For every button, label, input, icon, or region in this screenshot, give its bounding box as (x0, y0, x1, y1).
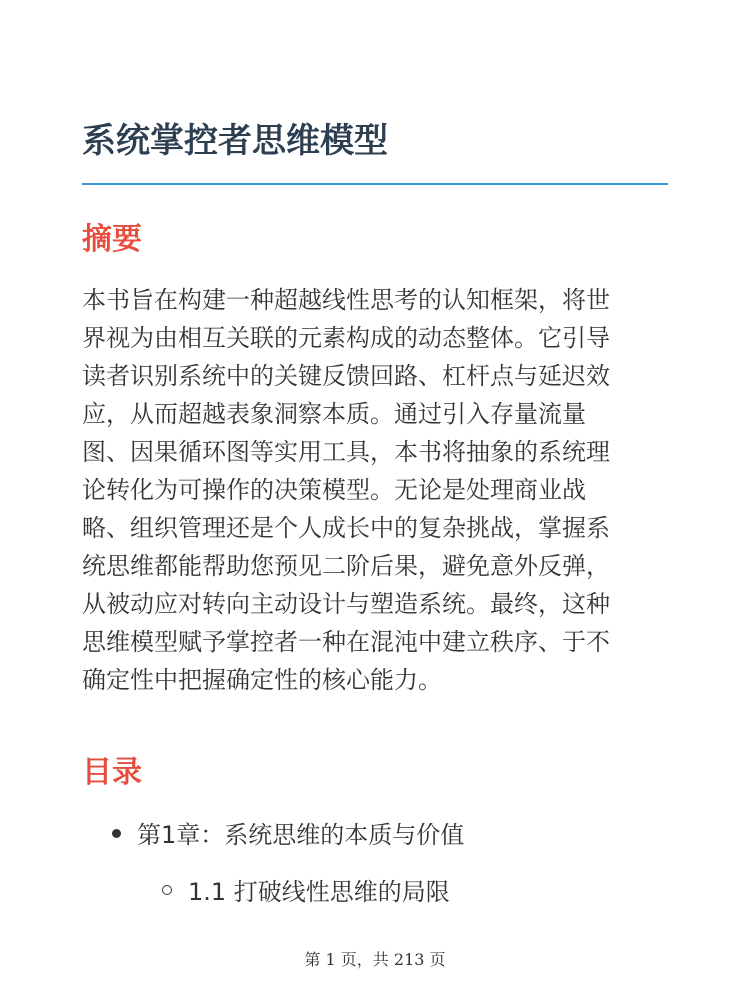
document-title: 系统掌控者思维模型 (82, 121, 388, 161)
abstract-line: 论转化为可操作的决策模型。无论是处理商业战 (82, 476, 586, 504)
abstract-line: 图、因果循环图等实用工具，本书将抽象的系统理 (82, 438, 610, 466)
toc-heading: 目录 (82, 755, 142, 790)
abstract-line: 略、组织管理还是个人成长中的复杂挑战，掌握系 (82, 514, 610, 542)
bullet-circle-icon (162, 885, 172, 895)
toc-item-label: 第1章：系统思维的本质与价值 (137, 821, 465, 849)
abstract-line: 读者识别系统中的关键反馈回路、杠杆点与延迟效 (82, 362, 610, 390)
abstract-line: 本书旨在构建一种超越线性思考的认知框架，将世 (82, 286, 610, 314)
abstract-line: 应，从而超越表象洞察本质。通过引入存量流量 (82, 400, 586, 428)
page-number-footer: 第 1 页，共 213 页 (304, 950, 446, 969)
bullet-disc-icon (112, 829, 121, 838)
abstract-line: 确定性中把握确定性的核心能力。 (82, 666, 442, 694)
abstract-line: 思维模型赋予掌控者一种在混沌中建立秩序、于不 (82, 628, 610, 656)
abstract-paragraph (82, 281, 672, 699)
abstract-heading: 摘要 (82, 222, 142, 257)
title-divider (82, 183, 668, 185)
toc-item-chapter-1[interactable] (112, 816, 464, 853)
toc-item-section-1-1[interactable] (162, 873, 450, 910)
abstract-line: 界视为由相互关联的元素构成的动态整体。它引导 (82, 324, 610, 352)
abstract-line: 从被动应对转向主动设计与塑造系统。最终，这种 (82, 590, 610, 618)
toc-item-label: 1.1 打破线性思维的局限 (188, 878, 450, 906)
abstract-line: 统思维都能帮助您预见二阶后果，避免意外反弹， (82, 552, 610, 580)
